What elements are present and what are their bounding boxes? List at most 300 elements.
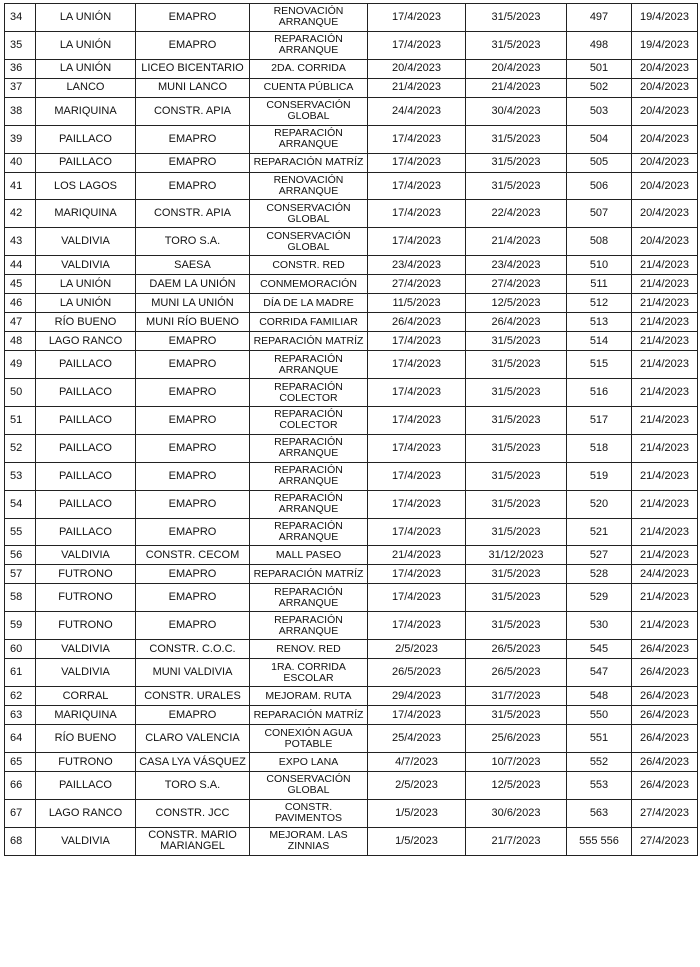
work-type-cell: CONSTR. RED bbox=[250, 256, 368, 275]
work-type-cell: REPARACIÓN ARRANQUE bbox=[250, 518, 368, 546]
issue-date-cell: 20/4/2023 bbox=[632, 172, 698, 200]
folio-number-cell: 545 bbox=[567, 640, 632, 659]
permits-table bbox=[4, 3, 698, 856]
company-cell: SAESA bbox=[136, 256, 250, 275]
start-date-cell: 29/4/2023 bbox=[368, 687, 466, 706]
end-date-cell: 22/4/2023 bbox=[466, 200, 567, 228]
folio-number-cell: 563 bbox=[567, 799, 632, 827]
work-type-cell: REPARACIÓN ARRANQUE bbox=[250, 351, 368, 379]
commune-cell: PAILLACO bbox=[36, 434, 136, 462]
end-date-cell: 31/5/2023 bbox=[466, 125, 567, 153]
work-type-cell: MEJORAM. LAS ZINNIAS bbox=[250, 827, 368, 855]
table-row bbox=[5, 275, 698, 294]
start-date-cell: 17/4/2023 bbox=[368, 351, 466, 379]
company-cell: EMAPRO bbox=[136, 565, 250, 584]
company-cell: MUNI VALDIVIA bbox=[136, 659, 250, 687]
issue-date-cell: 27/4/2023 bbox=[632, 799, 698, 827]
work-type-cell: CORRIDA FAMILIAR bbox=[250, 313, 368, 332]
company-cell: EMAPRO bbox=[136, 153, 250, 172]
commune-cell: VALDIVIA bbox=[36, 546, 136, 565]
end-date-cell: 31/7/2023 bbox=[466, 687, 567, 706]
work-type-cell: REPARACIÓN MATRÍZ bbox=[250, 706, 368, 725]
start-date-cell: 17/4/2023 bbox=[368, 565, 466, 584]
company-cell: LICEO BICENTARIO bbox=[136, 59, 250, 78]
table-row bbox=[5, 799, 698, 827]
end-date-cell: 31/5/2023 bbox=[466, 4, 567, 32]
issue-date-cell: 26/4/2023 bbox=[632, 753, 698, 772]
row-number-cell: 61 bbox=[5, 659, 36, 687]
row-number-cell: 57 bbox=[5, 565, 36, 584]
row-number-cell: 35 bbox=[5, 31, 36, 59]
issue-date-cell: 21/4/2023 bbox=[632, 275, 698, 294]
end-date-cell: 27/4/2023 bbox=[466, 275, 567, 294]
end-date-cell: 31/5/2023 bbox=[466, 379, 567, 407]
issue-date-cell: 21/4/2023 bbox=[632, 490, 698, 518]
folio-number-cell: 517 bbox=[567, 407, 632, 435]
company-cell: EMAPRO bbox=[136, 584, 250, 612]
start-date-cell: 17/4/2023 bbox=[368, 584, 466, 612]
commune-cell: FUTRONO bbox=[36, 753, 136, 772]
commune-cell: CORRAL bbox=[36, 687, 136, 706]
start-date-cell: 24/4/2023 bbox=[368, 97, 466, 125]
start-date-cell: 17/4/2023 bbox=[368, 706, 466, 725]
end-date-cell: 31/5/2023 bbox=[466, 153, 567, 172]
work-type-cell: REPARACIÓN COLECTOR bbox=[250, 407, 368, 435]
company-cell: MUNI LA UNIÓN bbox=[136, 294, 250, 313]
table-row bbox=[5, 200, 698, 228]
issue-date-cell: 21/4/2023 bbox=[632, 313, 698, 332]
row-number-cell: 39 bbox=[5, 125, 36, 153]
company-cell: EMAPRO bbox=[136, 172, 250, 200]
commune-cell: MARIQUINA bbox=[36, 706, 136, 725]
commune-cell: LA UNIÓN bbox=[36, 294, 136, 313]
table-row bbox=[5, 125, 698, 153]
work-type-cell: CONSERVACIÓN GLOBAL bbox=[250, 200, 368, 228]
end-date-cell: 31/5/2023 bbox=[466, 584, 567, 612]
folio-number-cell: 553 bbox=[567, 772, 632, 800]
work-type-cell: REPARACIÓN MATRÍZ bbox=[250, 153, 368, 172]
table-row bbox=[5, 172, 698, 200]
end-date-cell: 31/5/2023 bbox=[466, 434, 567, 462]
folio-number-cell: 530 bbox=[567, 612, 632, 640]
work-type-cell: CONMEMORACIÓN bbox=[250, 275, 368, 294]
start-date-cell: 17/4/2023 bbox=[368, 172, 466, 200]
issue-date-cell: 26/4/2023 bbox=[632, 725, 698, 753]
start-date-cell: 26/5/2023 bbox=[368, 659, 466, 687]
issue-date-cell: 21/4/2023 bbox=[632, 379, 698, 407]
company-cell: EMAPRO bbox=[136, 351, 250, 379]
folio-number-cell: 555 556 bbox=[567, 827, 632, 855]
commune-cell: FUTRONO bbox=[36, 584, 136, 612]
end-date-cell: 31/12/2023 bbox=[466, 546, 567, 565]
table-row bbox=[5, 546, 698, 565]
company-cell: EMAPRO bbox=[136, 31, 250, 59]
end-date-cell: 30/4/2023 bbox=[466, 97, 567, 125]
end-date-cell: 31/5/2023 bbox=[466, 565, 567, 584]
end-date-cell: 21/4/2023 bbox=[466, 228, 567, 256]
company-cell: EMAPRO bbox=[136, 4, 250, 32]
table-row bbox=[5, 462, 698, 490]
company-cell: EMAPRO bbox=[136, 125, 250, 153]
issue-date-cell: 21/4/2023 bbox=[632, 518, 698, 546]
end-date-cell: 26/4/2023 bbox=[466, 313, 567, 332]
row-number-cell: 53 bbox=[5, 462, 36, 490]
company-cell: CONSTR. APIA bbox=[136, 200, 250, 228]
start-date-cell: 1/5/2023 bbox=[368, 827, 466, 855]
work-type-cell: REPARACIÓN ARRANQUE bbox=[250, 490, 368, 518]
issue-date-cell: 21/4/2023 bbox=[632, 546, 698, 565]
row-number-cell: 49 bbox=[5, 351, 36, 379]
commune-cell: LA UNIÓN bbox=[36, 4, 136, 32]
folio-number-cell: 550 bbox=[567, 706, 632, 725]
issue-date-cell: 21/4/2023 bbox=[632, 434, 698, 462]
folio-number-cell: 508 bbox=[567, 228, 632, 256]
issue-date-cell: 21/4/2023 bbox=[632, 256, 698, 275]
issue-date-cell: 21/4/2023 bbox=[632, 612, 698, 640]
folio-number-cell: 502 bbox=[567, 78, 632, 97]
work-type-cell: CONSERVACIÓN GLOBAL bbox=[250, 228, 368, 256]
folio-number-cell: 529 bbox=[567, 584, 632, 612]
start-date-cell: 23/4/2023 bbox=[368, 256, 466, 275]
start-date-cell: 27/4/2023 bbox=[368, 275, 466, 294]
issue-date-cell: 21/4/2023 bbox=[632, 351, 698, 379]
end-date-cell: 21/4/2023 bbox=[466, 78, 567, 97]
row-number-cell: 56 bbox=[5, 546, 36, 565]
end-date-cell: 12/5/2023 bbox=[466, 294, 567, 313]
commune-cell: MARIQUINA bbox=[36, 200, 136, 228]
end-date-cell: 26/5/2023 bbox=[466, 640, 567, 659]
folio-number-cell: 510 bbox=[567, 256, 632, 275]
end-date-cell: 25/6/2023 bbox=[466, 725, 567, 753]
company-cell: MUNI LANCO bbox=[136, 78, 250, 97]
table-row bbox=[5, 351, 698, 379]
company-cell: EMAPRO bbox=[136, 379, 250, 407]
work-type-cell: REPARACIÓN ARRANQUE bbox=[250, 125, 368, 153]
issue-date-cell: 20/4/2023 bbox=[632, 153, 698, 172]
folio-number-cell: 511 bbox=[567, 275, 632, 294]
work-type-cell: REPARACIÓN ARRANQUE bbox=[250, 462, 368, 490]
commune-cell: LOS LAGOS bbox=[36, 172, 136, 200]
table-row bbox=[5, 827, 698, 855]
end-date-cell: 31/5/2023 bbox=[466, 706, 567, 725]
end-date-cell: 23/4/2023 bbox=[466, 256, 567, 275]
commune-cell: FUTRONO bbox=[36, 612, 136, 640]
folio-number-cell: 514 bbox=[567, 332, 632, 351]
company-cell: MUNI RÍO BUENO bbox=[136, 313, 250, 332]
end-date-cell: 12/5/2023 bbox=[466, 772, 567, 800]
folio-number-cell: 505 bbox=[567, 153, 632, 172]
work-type-cell: REPARACIÓN ARRANQUE bbox=[250, 31, 368, 59]
start-date-cell: 17/4/2023 bbox=[368, 332, 466, 351]
end-date-cell: 31/5/2023 bbox=[466, 612, 567, 640]
start-date-cell: 21/4/2023 bbox=[368, 78, 466, 97]
folio-number-cell: 521 bbox=[567, 518, 632, 546]
company-cell: CONSTR. URALES bbox=[136, 687, 250, 706]
row-number-cell: 46 bbox=[5, 294, 36, 313]
permits-table-page bbox=[4, 3, 698, 856]
folio-number-cell: 501 bbox=[567, 59, 632, 78]
work-type-cell: CONEXIÓN AGUA POTABLE bbox=[250, 725, 368, 753]
issue-date-cell: 26/4/2023 bbox=[632, 687, 698, 706]
table-row bbox=[5, 753, 698, 772]
work-type-cell: REPARACIÓN ARRANQUE bbox=[250, 612, 368, 640]
company-cell: EMAPRO bbox=[136, 332, 250, 351]
issue-date-cell: 27/4/2023 bbox=[632, 827, 698, 855]
folio-number-cell: 520 bbox=[567, 490, 632, 518]
issue-date-cell: 26/4/2023 bbox=[632, 640, 698, 659]
work-type-cell: RENOV. RED bbox=[250, 640, 368, 659]
issue-date-cell: 21/4/2023 bbox=[632, 294, 698, 313]
company-cell: EMAPRO bbox=[136, 434, 250, 462]
row-number-cell: 41 bbox=[5, 172, 36, 200]
table-body bbox=[5, 4, 698, 856]
end-date-cell: 31/5/2023 bbox=[466, 518, 567, 546]
company-cell: CONSTR. MARIO MARIANGEL bbox=[136, 827, 250, 855]
work-type-cell: CONSERVACIÓN GLOBAL bbox=[250, 772, 368, 800]
row-number-cell: 62 bbox=[5, 687, 36, 706]
issue-date-cell: 26/4/2023 bbox=[632, 772, 698, 800]
work-type-cell: RENOVACIÓN ARRANQUE bbox=[250, 172, 368, 200]
work-type-cell: REPARACIÓN ARRANQUE bbox=[250, 584, 368, 612]
work-type-cell: REPARACIÓN ARRANQUE bbox=[250, 434, 368, 462]
row-number-cell: 48 bbox=[5, 332, 36, 351]
end-date-cell: 31/5/2023 bbox=[466, 172, 567, 200]
commune-cell: PAILLACO bbox=[36, 490, 136, 518]
work-type-cell: REPARACIÓN COLECTOR bbox=[250, 379, 368, 407]
company-cell: CASA LYA VÁSQUEZ bbox=[136, 753, 250, 772]
commune-cell: FUTRONO bbox=[36, 565, 136, 584]
table-row bbox=[5, 332, 698, 351]
start-date-cell: 17/4/2023 bbox=[368, 31, 466, 59]
row-number-cell: 34 bbox=[5, 4, 36, 32]
work-type-cell: CUENTA PÚBLICA bbox=[250, 78, 368, 97]
work-type-cell: 2DA. CORRIDA bbox=[250, 59, 368, 78]
row-number-cell: 67 bbox=[5, 799, 36, 827]
company-cell: EMAPRO bbox=[136, 612, 250, 640]
issue-date-cell: 24/4/2023 bbox=[632, 565, 698, 584]
commune-cell: PAILLACO bbox=[36, 153, 136, 172]
end-date-cell: 30/6/2023 bbox=[466, 799, 567, 827]
row-number-cell: 42 bbox=[5, 200, 36, 228]
issue-date-cell: 26/4/2023 bbox=[632, 706, 698, 725]
company-cell: EMAPRO bbox=[136, 706, 250, 725]
start-date-cell: 17/4/2023 bbox=[368, 379, 466, 407]
issue-date-cell: 20/4/2023 bbox=[632, 200, 698, 228]
commune-cell: PAILLACO bbox=[36, 379, 136, 407]
work-type-cell: 1RA. CORRIDA ESCOLAR bbox=[250, 659, 368, 687]
work-type-cell: REPARACIÓN MATRÍZ bbox=[250, 332, 368, 351]
work-type-cell: CONSTR. PAVIMENTOS bbox=[250, 799, 368, 827]
start-date-cell: 21/4/2023 bbox=[368, 546, 466, 565]
table-row bbox=[5, 228, 698, 256]
row-number-cell: 36 bbox=[5, 59, 36, 78]
issue-date-cell: 20/4/2023 bbox=[632, 78, 698, 97]
row-number-cell: 50 bbox=[5, 379, 36, 407]
commune-cell: MARIQUINA bbox=[36, 97, 136, 125]
end-date-cell: 31/5/2023 bbox=[466, 332, 567, 351]
company-cell: EMAPRO bbox=[136, 518, 250, 546]
start-date-cell: 17/4/2023 bbox=[368, 407, 466, 435]
start-date-cell: 17/4/2023 bbox=[368, 518, 466, 546]
folio-number-cell: 512 bbox=[567, 294, 632, 313]
company-cell: CONSTR. APIA bbox=[136, 97, 250, 125]
company-cell: CONSTR. JCC bbox=[136, 799, 250, 827]
row-number-cell: 59 bbox=[5, 612, 36, 640]
start-date-cell: 17/4/2023 bbox=[368, 125, 466, 153]
row-number-cell: 51 bbox=[5, 407, 36, 435]
table-row bbox=[5, 434, 698, 462]
row-number-cell: 52 bbox=[5, 434, 36, 462]
folio-number-cell: 507 bbox=[567, 200, 632, 228]
folio-number-cell: 548 bbox=[567, 687, 632, 706]
table-row bbox=[5, 313, 698, 332]
start-date-cell: 25/4/2023 bbox=[368, 725, 466, 753]
table-row bbox=[5, 612, 698, 640]
table-row bbox=[5, 78, 698, 97]
table-row bbox=[5, 659, 698, 687]
company-cell: EMAPRO bbox=[136, 407, 250, 435]
folio-number-cell: 519 bbox=[567, 462, 632, 490]
folio-number-cell: 528 bbox=[567, 565, 632, 584]
folio-number-cell: 498 bbox=[567, 31, 632, 59]
table-row bbox=[5, 772, 698, 800]
issue-date-cell: 19/4/2023 bbox=[632, 4, 698, 32]
commune-cell: PAILLACO bbox=[36, 772, 136, 800]
start-date-cell: 20/4/2023 bbox=[368, 59, 466, 78]
issue-date-cell: 20/4/2023 bbox=[632, 97, 698, 125]
company-cell: CLARO VALENCIA bbox=[136, 725, 250, 753]
row-number-cell: 45 bbox=[5, 275, 36, 294]
commune-cell: VALDIVIA bbox=[36, 659, 136, 687]
work-type-cell: MALL PASEO bbox=[250, 546, 368, 565]
start-date-cell: 17/4/2023 bbox=[368, 153, 466, 172]
table-row bbox=[5, 59, 698, 78]
start-date-cell: 17/4/2023 bbox=[368, 228, 466, 256]
end-date-cell: 26/5/2023 bbox=[466, 659, 567, 687]
start-date-cell: 11/5/2023 bbox=[368, 294, 466, 313]
start-date-cell: 17/4/2023 bbox=[368, 4, 466, 32]
folio-number-cell: 506 bbox=[567, 172, 632, 200]
company-cell: CONSTR. CECOM bbox=[136, 546, 250, 565]
work-type-cell: DÍA DE LA MADRE bbox=[250, 294, 368, 313]
commune-cell: VALDIVIA bbox=[36, 640, 136, 659]
start-date-cell: 17/4/2023 bbox=[368, 490, 466, 518]
row-number-cell: 58 bbox=[5, 584, 36, 612]
commune-cell: LAGO RANCO bbox=[36, 332, 136, 351]
work-type-cell: MEJORAM. RUTA bbox=[250, 687, 368, 706]
issue-date-cell: 20/4/2023 bbox=[632, 59, 698, 78]
row-number-cell: 54 bbox=[5, 490, 36, 518]
commune-cell: PAILLACO bbox=[36, 518, 136, 546]
commune-cell: VALDIVIA bbox=[36, 228, 136, 256]
work-type-cell: REPARACIÓN MATRÍZ bbox=[250, 565, 368, 584]
issue-date-cell: 20/4/2023 bbox=[632, 125, 698, 153]
commune-cell: LANCO bbox=[36, 78, 136, 97]
end-date-cell: 21/7/2023 bbox=[466, 827, 567, 855]
folio-number-cell: 552 bbox=[567, 753, 632, 772]
table-row bbox=[5, 640, 698, 659]
table-row bbox=[5, 490, 698, 518]
end-date-cell: 20/4/2023 bbox=[466, 59, 567, 78]
folio-number-cell: 551 bbox=[567, 725, 632, 753]
issue-date-cell: 26/4/2023 bbox=[632, 659, 698, 687]
folio-number-cell: 504 bbox=[567, 125, 632, 153]
table-row bbox=[5, 518, 698, 546]
start-date-cell: 17/4/2023 bbox=[368, 200, 466, 228]
end-date-cell: 31/5/2023 bbox=[466, 462, 567, 490]
row-number-cell: 38 bbox=[5, 97, 36, 125]
folio-number-cell: 527 bbox=[567, 546, 632, 565]
commune-cell: PAILLACO bbox=[36, 351, 136, 379]
start-date-cell: 17/4/2023 bbox=[368, 462, 466, 490]
commune-cell: RÍO BUENO bbox=[36, 313, 136, 332]
issue-date-cell: 21/4/2023 bbox=[632, 332, 698, 351]
commune-cell: LA UNIÓN bbox=[36, 59, 136, 78]
row-number-cell: 66 bbox=[5, 772, 36, 800]
row-number-cell: 60 bbox=[5, 640, 36, 659]
table-row bbox=[5, 687, 698, 706]
table-row bbox=[5, 256, 698, 275]
issue-date-cell: 19/4/2023 bbox=[632, 31, 698, 59]
row-number-cell: 44 bbox=[5, 256, 36, 275]
start-date-cell: 26/4/2023 bbox=[368, 313, 466, 332]
commune-cell: PAILLACO bbox=[36, 407, 136, 435]
folio-number-cell: 513 bbox=[567, 313, 632, 332]
table-row bbox=[5, 407, 698, 435]
company-cell: CONSTR. C.O.C. bbox=[136, 640, 250, 659]
commune-cell: VALDIVIA bbox=[36, 256, 136, 275]
work-type-cell: EXPO LANA bbox=[250, 753, 368, 772]
table-row bbox=[5, 379, 698, 407]
folio-number-cell: 497 bbox=[567, 4, 632, 32]
start-date-cell: 17/4/2023 bbox=[368, 434, 466, 462]
table-row bbox=[5, 584, 698, 612]
table-row bbox=[5, 725, 698, 753]
commune-cell: PAILLACO bbox=[36, 462, 136, 490]
company-cell: TORO S.A. bbox=[136, 228, 250, 256]
table-row bbox=[5, 4, 698, 32]
row-number-cell: 64 bbox=[5, 725, 36, 753]
company-cell: EMAPRO bbox=[136, 462, 250, 490]
issue-date-cell: 21/4/2023 bbox=[632, 462, 698, 490]
start-date-cell: 4/7/2023 bbox=[368, 753, 466, 772]
table-row bbox=[5, 97, 698, 125]
company-cell: TORO S.A. bbox=[136, 772, 250, 800]
end-date-cell: 31/5/2023 bbox=[466, 490, 567, 518]
table-row bbox=[5, 565, 698, 584]
company-cell: DAEM LA UNIÓN bbox=[136, 275, 250, 294]
commune-cell: PAILLACO bbox=[36, 125, 136, 153]
end-date-cell: 31/5/2023 bbox=[466, 351, 567, 379]
folio-number-cell: 516 bbox=[567, 379, 632, 407]
commune-cell: LA UNIÓN bbox=[36, 275, 136, 294]
table-row bbox=[5, 31, 698, 59]
row-number-cell: 63 bbox=[5, 706, 36, 725]
row-number-cell: 37 bbox=[5, 78, 36, 97]
end-date-cell: 31/5/2023 bbox=[466, 31, 567, 59]
row-number-cell: 47 bbox=[5, 313, 36, 332]
company-cell: EMAPRO bbox=[136, 490, 250, 518]
start-date-cell: 1/5/2023 bbox=[368, 799, 466, 827]
start-date-cell: 2/5/2023 bbox=[368, 640, 466, 659]
row-number-cell: 55 bbox=[5, 518, 36, 546]
end-date-cell: 10/7/2023 bbox=[466, 753, 567, 772]
table-row bbox=[5, 153, 698, 172]
end-date-cell: 31/5/2023 bbox=[466, 407, 567, 435]
start-date-cell: 2/5/2023 bbox=[368, 772, 466, 800]
folio-number-cell: 515 bbox=[567, 351, 632, 379]
row-number-cell: 40 bbox=[5, 153, 36, 172]
